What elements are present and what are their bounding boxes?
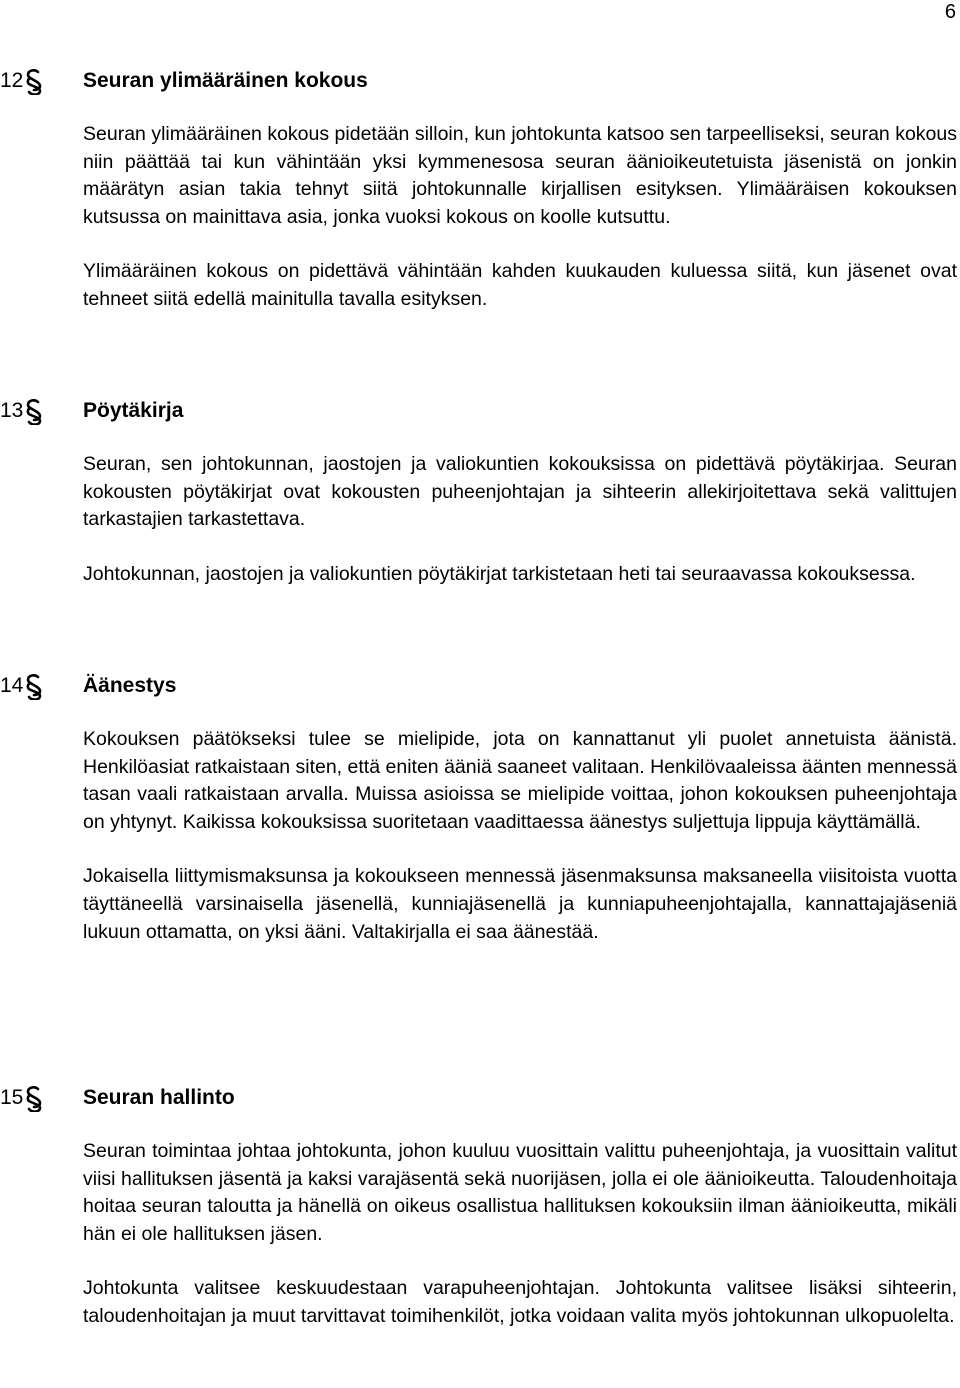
section-heading xyxy=(0,66,960,96)
section-sign-icon xyxy=(23,399,45,425)
section-body xyxy=(0,726,960,946)
section-title: Seuran ylimääräinen kokous xyxy=(83,69,368,92)
section-15 xyxy=(0,1083,960,1331)
paragraph: Ylimääräinen kokous on pidettävä vähintään kahden kuukauden kuluessa siitä, kun jäsenet ovat tehneet siitä edellä mainitulla tavalla esityksen. xyxy=(83,260,957,310)
section-title: Pöytäkirja xyxy=(83,399,184,422)
section-heading xyxy=(0,396,960,426)
section-body xyxy=(0,451,960,588)
section-12 xyxy=(0,66,960,314)
page-number: 6 xyxy=(944,1,956,23)
paragraph: Seuran ylimääräinen kokous pidetään silloin, kun johtokunta katsoo sen tarpeelliseksi, seuran kokous niin päättää tai kun vähintään yksi kymmenesosa seuran äänioikeutetuista jäsenistä on jonkin määrätyn asian takia tehnyt siitä johtokunnalle kirjallisen esityksen. Ylimääräisen kokouksen kutsussa on mainittava asia, jonka vuoksi kokous on koolle kutsuttu. xyxy=(83,123,957,228)
section-14 xyxy=(0,671,960,946)
section-body xyxy=(0,121,960,314)
section-body xyxy=(0,1138,960,1331)
section-number: 15 xyxy=(0,1086,24,1109)
paragraph: Johtokunnan, jaostojen ja valiokuntien pöytäkirjat tarkistetaan heti tai seuraavassa kokouksessa. xyxy=(83,562,916,585)
paragraph: Jokaisella liittymismaksunsa ja kokoukseen mennessä jäsenmaksunsa maksaneella viisitoista vuotta täyttäneellä varsinaisella jäsenellä, kunniajäsenellä ja kunniapuheenjohtajalla, kannattajajäseniä lukuun ottamatta, on yksi ääni. Valtakirjalla ei saa äänestää. xyxy=(83,865,957,943)
section-number: 12 xyxy=(0,69,24,92)
section-sign-icon xyxy=(23,69,45,95)
section-title: Äänestys xyxy=(83,674,177,697)
section-sign-icon xyxy=(23,674,45,700)
section-heading xyxy=(0,671,960,701)
section-heading xyxy=(0,1083,960,1113)
paragraph: Kokouksen päätökseksi tulee se mielipide, jota on kannattanut yli puolet annetuista äänistä. Henkilöasiat ratkaistaan siten, että eniten ääniä saaneet valitaan. Henkilövaaleissa äänten mennessä tasan vaali ratkaistaan arvalla. Muissa asioissa se mielipide voittaa, johon kokouksen puheenjohtaja on yhtynyt. Kaikissa kokouksissa suoritetaan vaadittaessa äänestys suljettuja lippuja käyttämällä. xyxy=(83,728,957,833)
paragraph: Seuran, sen johtokunnan, jaostojen ja valiokuntien kokouksissa on pidettävä pöytäkirjaa. Seuran kokousten pöytäkirjat ovat kokousten puheenjohtajan ja sihteerin allekirjoitettava sekä valittujen tarkastajien tarkastettava. xyxy=(83,453,957,531)
paragraph: Johtokunta valitsee keskuudestaan varapuheenjohtajan. Johtokunta valitsee lisäksi sihteerin, taloudenhoitajan ja muut tarvittavat toimihenkilöt, jotka voidaan valita myös johtokunnan ulkopuolelta. xyxy=(83,1277,957,1327)
section-sign-icon xyxy=(23,1086,45,1112)
section-13 xyxy=(0,396,960,588)
section-number: 14 xyxy=(0,674,24,697)
section-title: Seuran hallinto xyxy=(83,1086,235,1109)
section-number: 13 xyxy=(0,399,24,422)
paragraph: Seuran toimintaa johtaa johtokunta, johon kuuluu vuosittain valittu puheenjohtaja, ja vuosittain valitut viisi hallituksen jäsentä ja kaksi varajäsentä sekä nuorijäsen, jolla ei ole äänioikeutta. Taloudenhoitaja hoitaa seuran taloutta ja hänellä on oikeus osallistua hallituksen kokouksiin ilman äänioikeutta, mikäli hän ei ole hallituksen jäsen. xyxy=(83,1140,957,1245)
